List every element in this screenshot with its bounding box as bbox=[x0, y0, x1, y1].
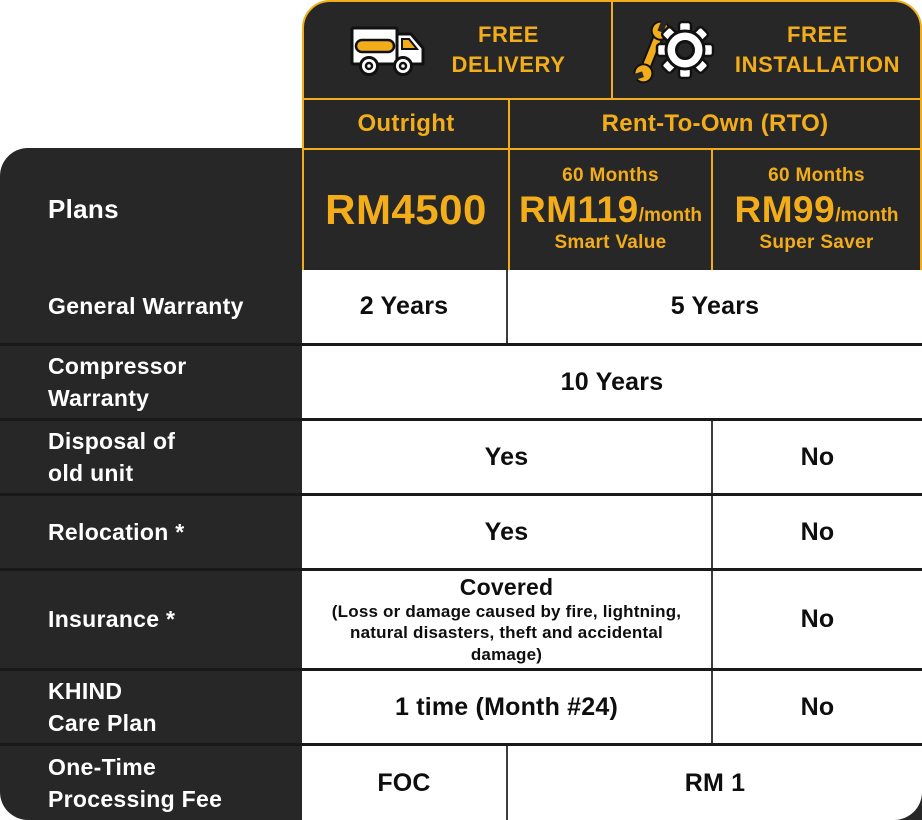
row-processing-fee bbox=[0, 746, 922, 820]
free-delivery-label bbox=[451, 20, 565, 79]
relocation-label-text: Relocation * bbox=[48, 518, 185, 545]
smart-value-per: /month bbox=[638, 205, 703, 227]
care-plan-label-line2: Care Plan bbox=[48, 710, 157, 736]
benefits-header bbox=[302, 0, 922, 100]
free-delivery-label-line2: DELIVERY bbox=[451, 52, 566, 77]
free-installation-banner bbox=[613, 2, 920, 98]
smart-value-name: Smart Value bbox=[554, 232, 667, 254]
processing-fee-label-line1: One-Time bbox=[48, 753, 157, 780]
row-label-compressor-warranty bbox=[0, 346, 302, 418]
row-care-plan bbox=[0, 671, 922, 743]
compressor-warranty-value: 10 Years bbox=[560, 367, 664, 396]
compressor-label-line1: Compressor bbox=[48, 352, 187, 379]
smart-value-duration: 60 Months bbox=[562, 165, 659, 187]
care-plan-label-line1: KHIND bbox=[48, 677, 123, 704]
relocation-super-saver-value: No bbox=[800, 517, 835, 546]
column-header-outright: Outright bbox=[357, 110, 455, 137]
compressor-label-line2: Warranty bbox=[48, 385, 150, 411]
plans-label-text: Plans bbox=[48, 193, 119, 224]
super-saver-price: RM99 bbox=[734, 188, 836, 230]
row-label-relocation bbox=[0, 496, 302, 568]
insurance-covered-title: Covered bbox=[459, 574, 554, 601]
plan-cell-outright bbox=[304, 150, 508, 270]
row-label-processing-fee bbox=[0, 746, 302, 820]
free-installation-label bbox=[735, 20, 900, 79]
disposal-label-line1: Disposal of bbox=[48, 427, 176, 454]
plan-cell-smart-value bbox=[510, 150, 711, 270]
row-disposal bbox=[0, 421, 922, 493]
general-warranty-rto-value: 5 Years bbox=[670, 292, 760, 320]
installation-gear-icon bbox=[633, 14, 717, 86]
super-saver-duration: 60 Months bbox=[768, 165, 865, 187]
super-saver-name: Super Saver bbox=[759, 232, 874, 254]
row-label-plans bbox=[0, 148, 302, 270]
general-warranty-label-text: General Warranty bbox=[48, 293, 244, 320]
processing-fee-label-line2: Processing Fee bbox=[48, 786, 223, 812]
plan-cell-super-saver bbox=[713, 150, 920, 270]
processing-fee-rto-value: RM 1 bbox=[508, 746, 922, 820]
insurance-super-saver-value: No bbox=[800, 605, 835, 633]
free-installation-label-line1: FREE bbox=[786, 22, 849, 48]
disposal-label-line2: old unit bbox=[48, 460, 134, 486]
processing-fee-outright-value: FOC bbox=[302, 746, 508, 820]
free-delivery-banner bbox=[304, 2, 611, 98]
plan-type-header-row bbox=[302, 100, 922, 148]
relocation-covered-value: Yes bbox=[302, 496, 713, 568]
plans-row bbox=[0, 148, 922, 270]
row-label-disposal bbox=[0, 421, 302, 493]
row-insurance bbox=[0, 571, 922, 668]
insurance-covered-value bbox=[302, 571, 713, 668]
row-relocation bbox=[0, 496, 922, 568]
row-label-general-warranty bbox=[0, 270, 302, 343]
super-saver-per: /month bbox=[835, 205, 899, 227]
row-label-insurance bbox=[0, 571, 302, 668]
insurance-label-text: Insurance * bbox=[48, 606, 176, 633]
smart-value-price: RM119 bbox=[518, 188, 639, 230]
disposal-super-saver-value: No bbox=[800, 442, 835, 471]
column-header-rto: Rent-To-Own (RTO) bbox=[601, 110, 829, 137]
insurance-covered-detail: (Loss or damage caused by fire, lightning, natural disasters, theft and accidental damage) bbox=[331, 602, 682, 664]
row-general-warranty bbox=[0, 270, 922, 343]
outright-price: RM4500 bbox=[325, 186, 487, 233]
free-delivery-label-line1: FREE bbox=[477, 22, 540, 48]
general-warranty-outright-value: 2 Years bbox=[302, 270, 508, 343]
care-plan-super-saver-value: No bbox=[800, 692, 835, 721]
free-installation-label-line2: INSTALLATION bbox=[734, 52, 901, 77]
row-compressor-warranty bbox=[0, 346, 922, 418]
disposal-covered-value: Yes bbox=[302, 421, 713, 493]
row-label-care-plan bbox=[0, 671, 302, 743]
care-plan-covered-value: 1 time (Month #24) bbox=[302, 671, 713, 743]
gear-icon bbox=[657, 22, 713, 78]
delivery-truck-icon bbox=[349, 18, 433, 82]
plans-values bbox=[302, 148, 922, 270]
